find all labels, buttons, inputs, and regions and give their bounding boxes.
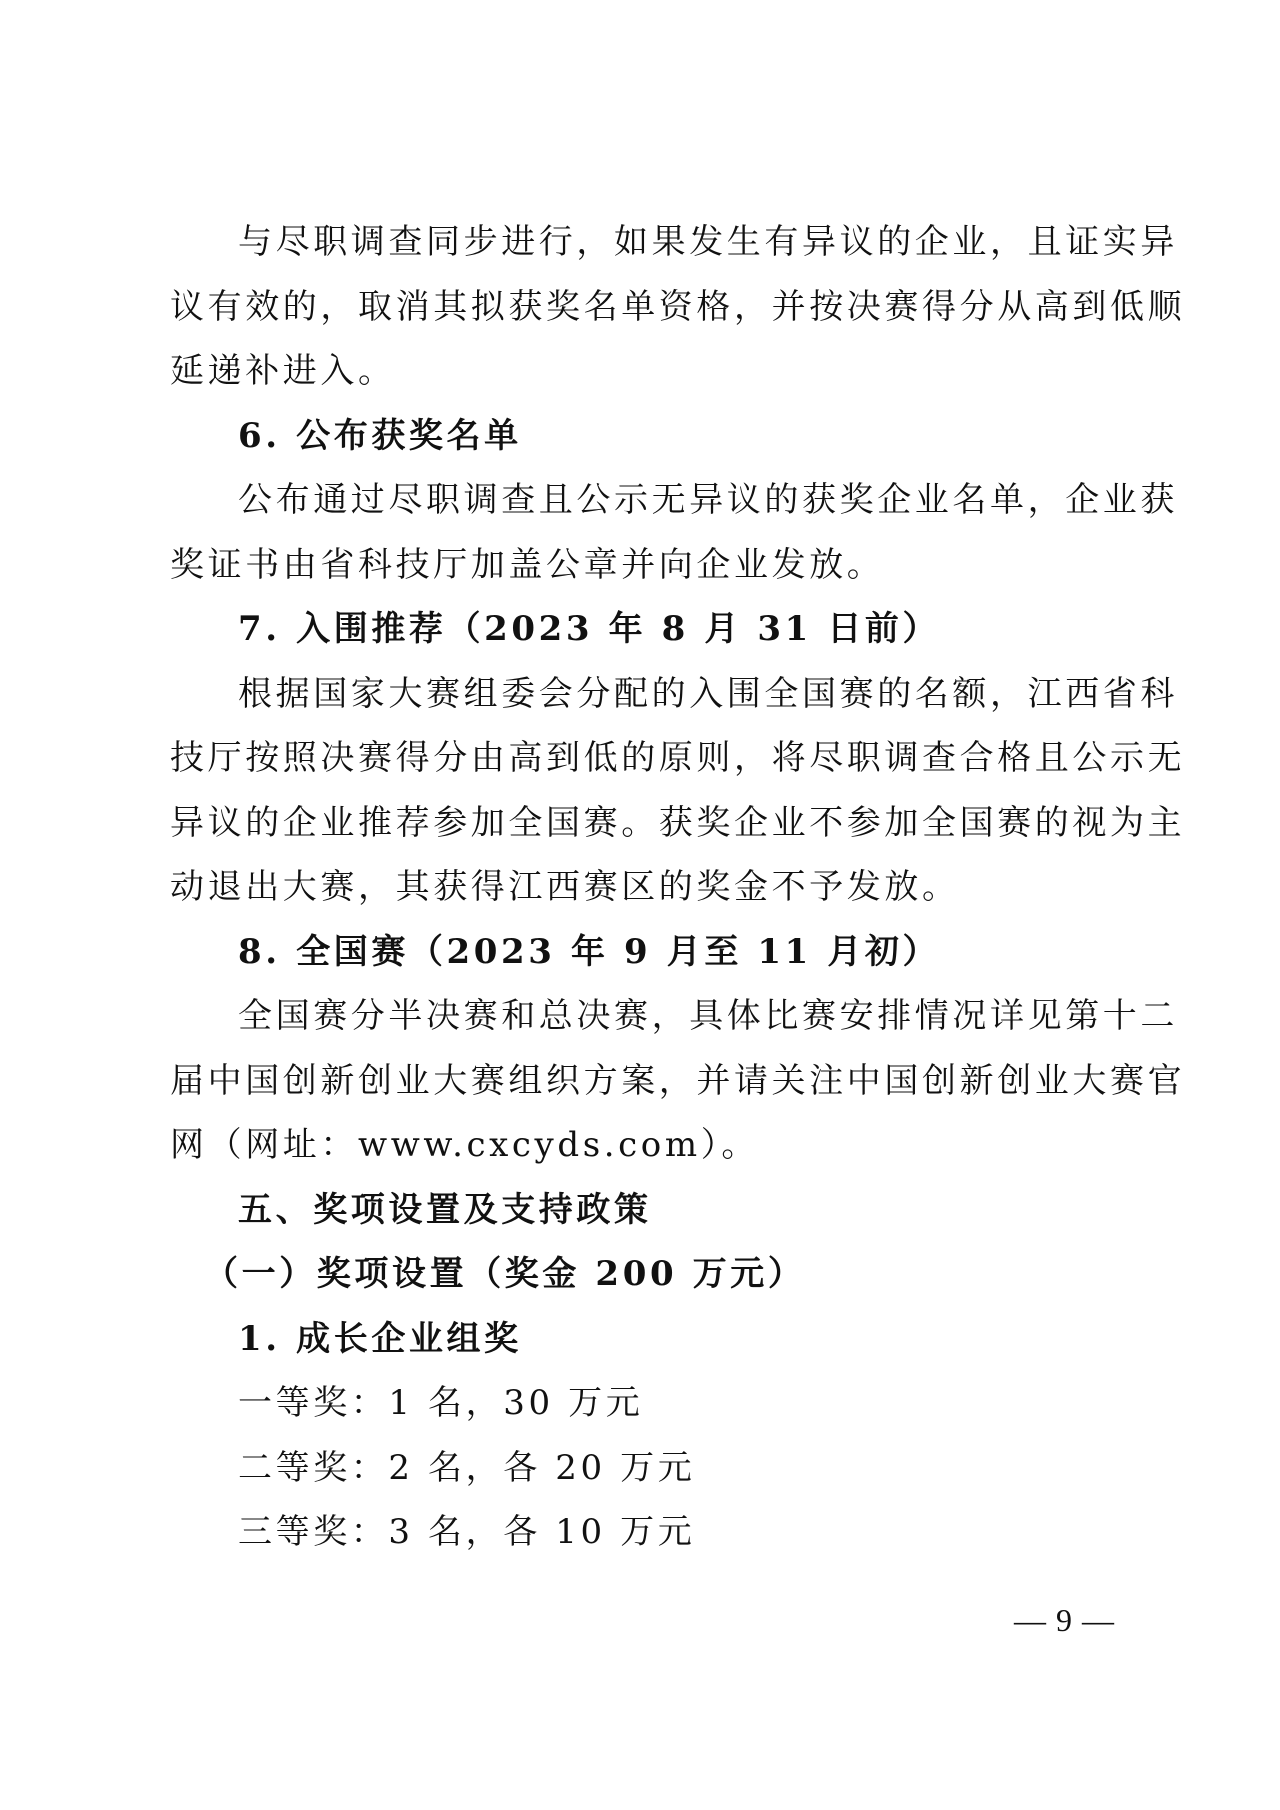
text-line: 网（网址：www.cxcyds.com）。 [170, 1125, 759, 1165]
paragraph-national-competition [170, 984, 1186, 1178]
prize-list [170, 1371, 1115, 1565]
document-page [170, 210, 1186, 1565]
paragraph-shortlist-recommendation [170, 662, 1186, 920]
text-line: 与尽职调查同步进行，如果发生有异议的企业，且证实异 [238, 222, 1178, 262]
prize-first: 一等奖：1 名，30 万元 [238, 1383, 644, 1423]
section-heading-awards: 五、奖项设置及支持政策 [238, 1189, 652, 1230]
text-line: 届中国创新创业大赛组织方案，并请关注中国创新创业大赛官 [170, 1060, 1186, 1101]
paragraph-due-diligence [170, 210, 1186, 404]
text-line: 根据国家大赛组委会分配的入围全国赛的名额，江西省科 [238, 673, 1178, 714]
text-line: 动退出大赛，其获得江西赛区的奖金不予发放。 [170, 867, 960, 907]
prize-third: 三等奖：3 名，各 10 万元 [238, 1512, 696, 1552]
text-line: 技厅按照决赛得分由高到低的原则，将尽职调查合格且公示无 [170, 738, 1186, 778]
text-line: 延递补进入。 [170, 351, 396, 391]
paragraph-publish-winners [170, 468, 1178, 597]
page-number: — 9 — [1014, 1602, 1115, 1638]
heading-growth-enterprise-award: 1. 成长企业组奖 [238, 1318, 522, 1359]
text-line: 全国赛分半决赛和总决赛，具体比赛安排情况详见第十二 [238, 996, 1178, 1036]
subsection-heading-award-settings: （一）奖项设置（奖金 200 万元） [204, 1254, 806, 1294]
text-line: 异议的企业推荐参加全国赛。获奖企业不参加全国赛的视为主 [170, 802, 1186, 843]
heading-publish-winners: 6. 公布获奖名单 [238, 415, 522, 456]
text-line: 议有效的，取消其拟获奖名单资格，并按决赛得分从高到低顺 [170, 286, 1186, 327]
heading-shortlist-recommendation: 7. 入围推荐（2023 年 8 月 31 日前） [238, 609, 941, 649]
text-line: 公布通过尽职调查且公示无异议的获奖企业名单，企业获 [238, 480, 1178, 520]
heading-national-competition: 8. 全国赛（2023 年 9 月至 11 月初） [238, 931, 941, 972]
text-line: 奖证书由省科技厅加盖公章并向企业发放。 [170, 544, 885, 585]
prize-second: 二等奖：2 名，各 20 万元 [238, 1447, 696, 1488]
